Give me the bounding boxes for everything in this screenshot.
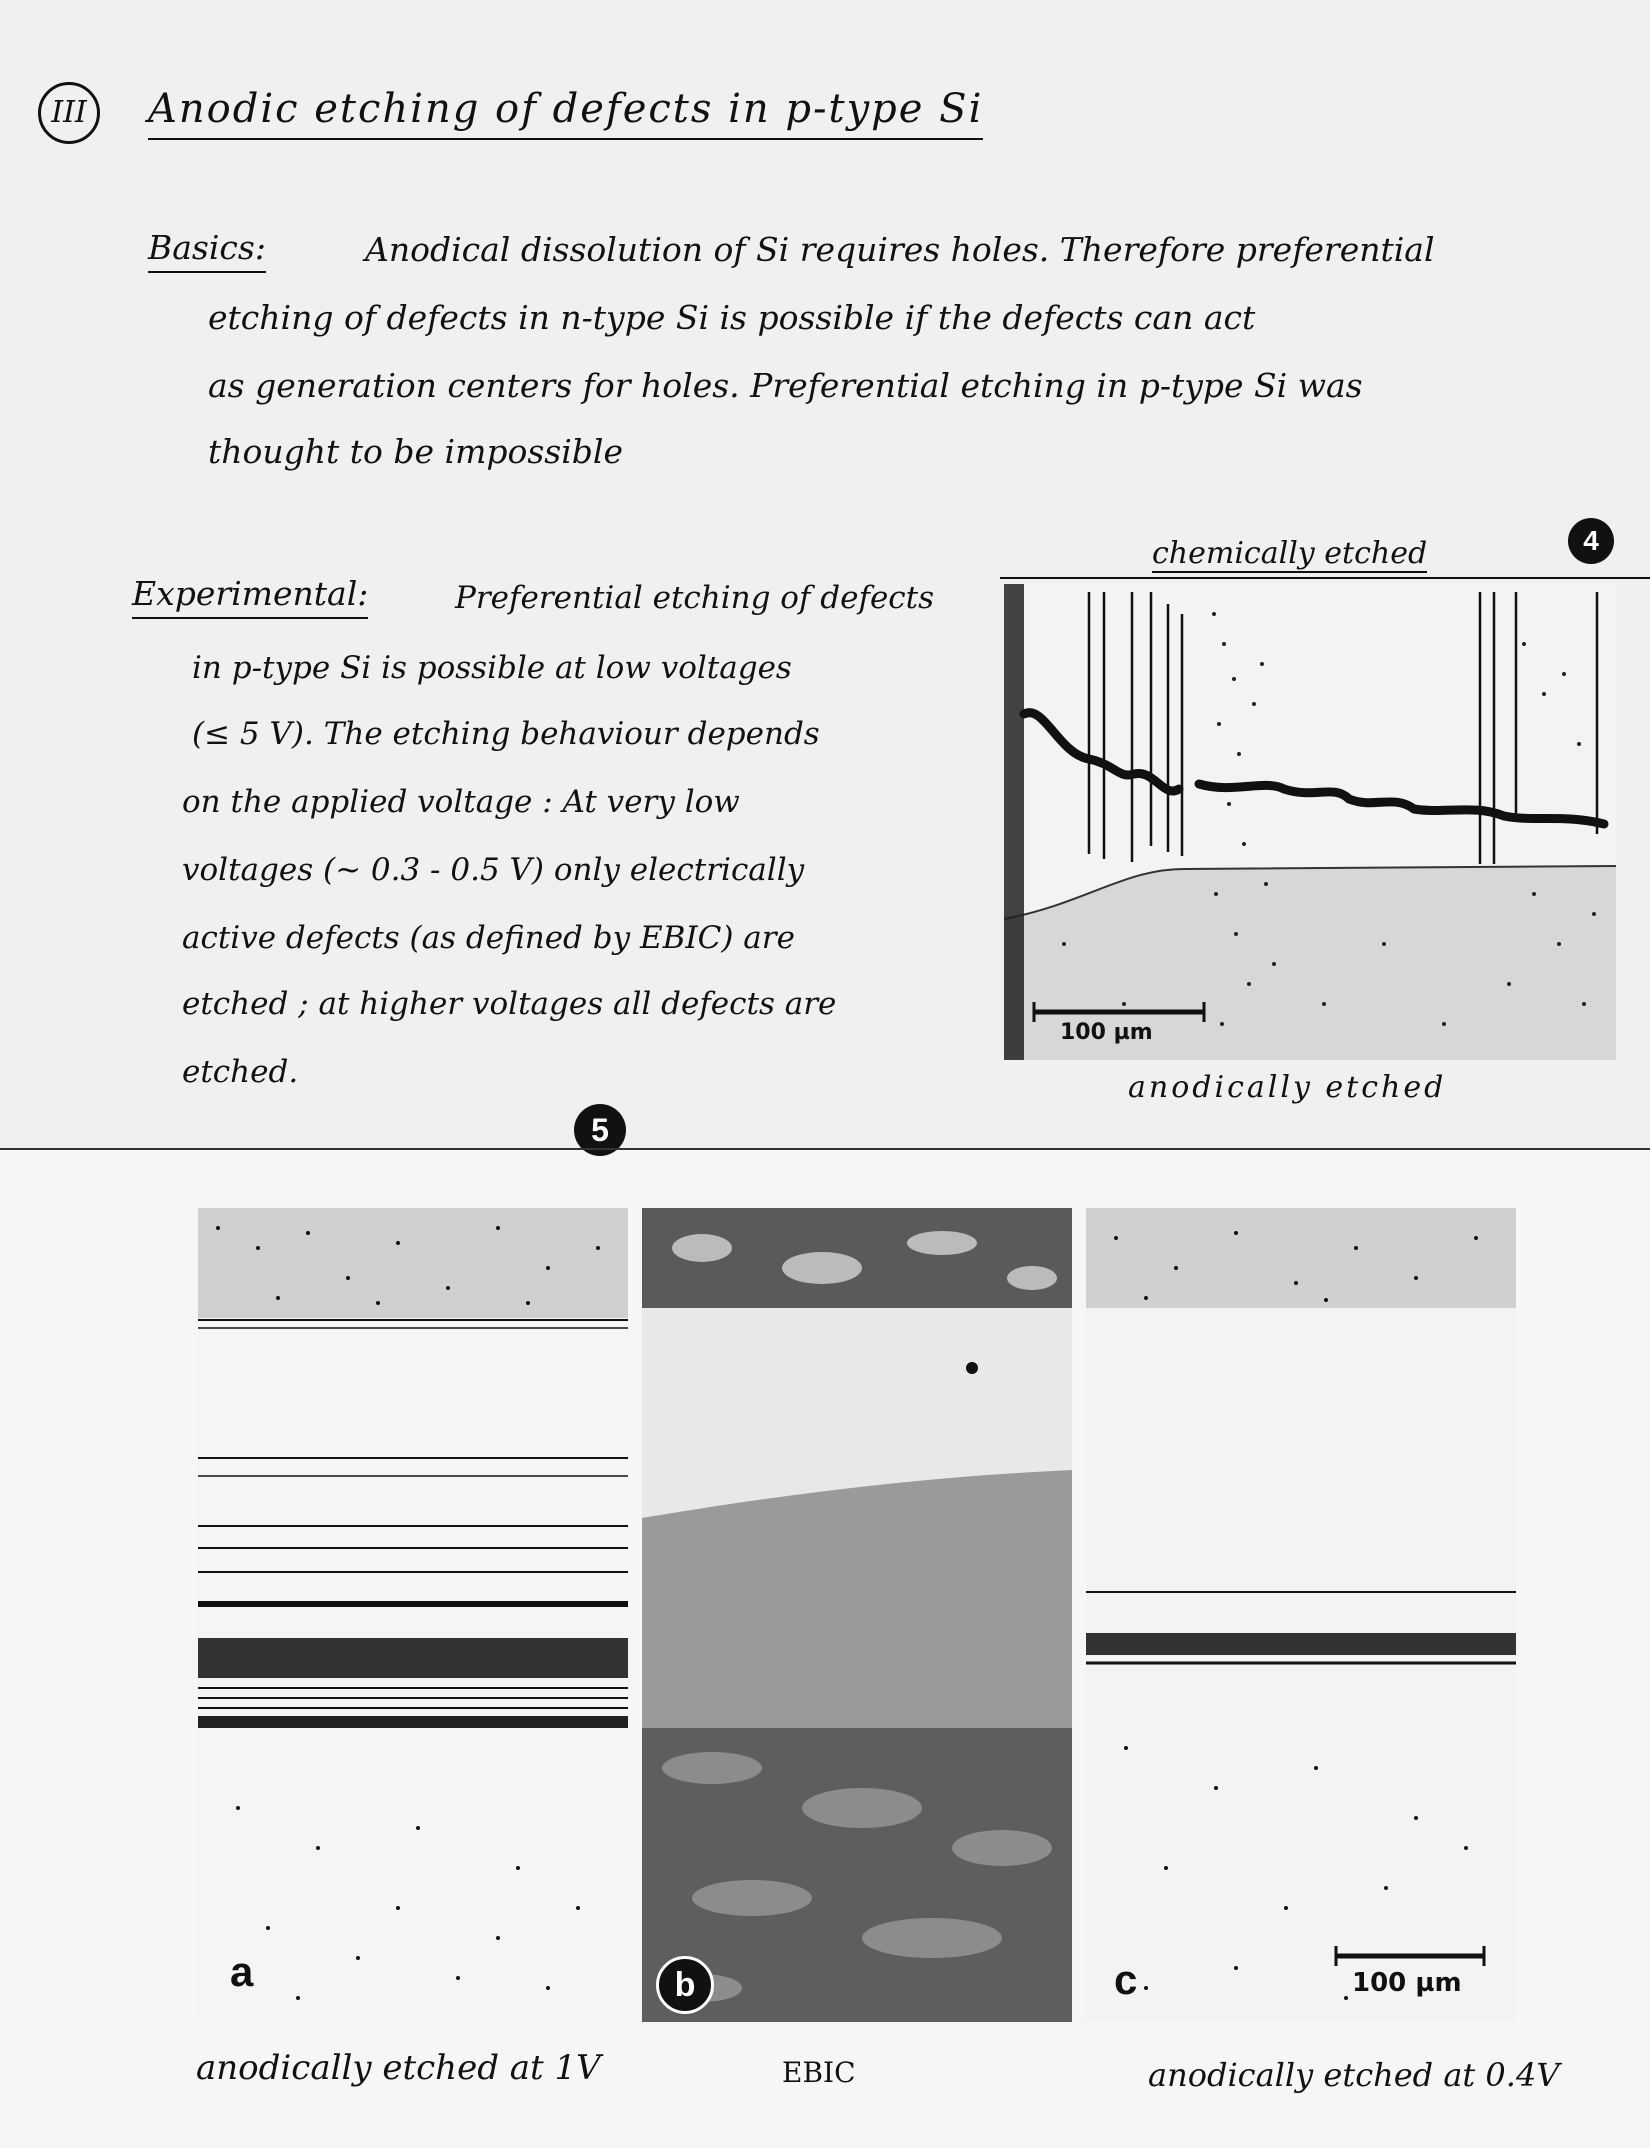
panel-b-caption: EBIC: [782, 2056, 856, 2089]
experimental-heading: Experimental:: [132, 574, 368, 619]
figure4-micrograph-image: [1004, 584, 1616, 1060]
figure4-number: 4: [1568, 518, 1614, 564]
basics-heading: Basics:: [148, 228, 266, 273]
figure4-scale-label: 100 µm: [1060, 1020, 1153, 1045]
panel-c-caption: anodically etched at 0.4V: [1148, 2056, 1560, 2094]
experimental-line-5: voltages (~ 0.3 - 0.5 V) only electrically: [182, 852, 805, 888]
figure5-number: 5: [574, 1104, 626, 1156]
section-title: Anodic etching of defects in p-type Si: [148, 86, 983, 140]
figure5-panel-a: [198, 1208, 628, 2022]
experimental-line-4: on the applied voltage : At very low: [182, 784, 740, 820]
experimental-line-6: active defects (as defined by EBIC) are: [182, 920, 795, 956]
panel-a-image: [198, 1208, 628, 2022]
sheet-divider: [0, 1148, 1650, 1150]
panel-b-image: [642, 1208, 1072, 2022]
panel-c-letter: c: [1114, 1956, 1138, 2003]
section-number: III: [38, 82, 100, 144]
experimental-line-1: Preferential etching of defects: [455, 580, 935, 616]
experimental-line-8: etched.: [182, 1054, 299, 1090]
panel-c-image: [1086, 1208, 1516, 2022]
figure4-micrograph: [1004, 584, 1616, 1060]
basics-line-1: Anodical dissolution of Si requires holes. Therefore preferential: [365, 230, 1435, 269]
figure4-top-label: chemically etched: [1152, 536, 1428, 571]
figure5-scale-label: 100 µm: [1352, 1968, 1462, 1998]
panel-b-letter: b: [656, 1956, 714, 2014]
figure5-panel-c: [1086, 1208, 1516, 2022]
experimental-line-2: in p-type Si is possible at low voltages: [192, 650, 792, 686]
figure4-bottom-label: anodically etched: [1128, 1070, 1447, 1105]
experimental-line-7: etched ; at higher voltages all defects are: [182, 986, 837, 1022]
basics-line-4: thought to be impossible: [208, 432, 623, 471]
figure4-top-rule: [1000, 577, 1650, 579]
panel-a-caption: anodically etched at 1V: [196, 2048, 601, 2088]
figure5-panel-b: [642, 1208, 1072, 2022]
experimental-line-3: (≤ 5 V). The etching behaviour depends: [192, 716, 820, 752]
basics-line-3: as generation centers for holes. Preferential etching in p-type Si was: [208, 366, 1363, 405]
basics-line-2: etching of defects in n-type Si is possible if the defects can act: [208, 298, 1256, 337]
panel-a-letter: a: [230, 1948, 254, 1995]
